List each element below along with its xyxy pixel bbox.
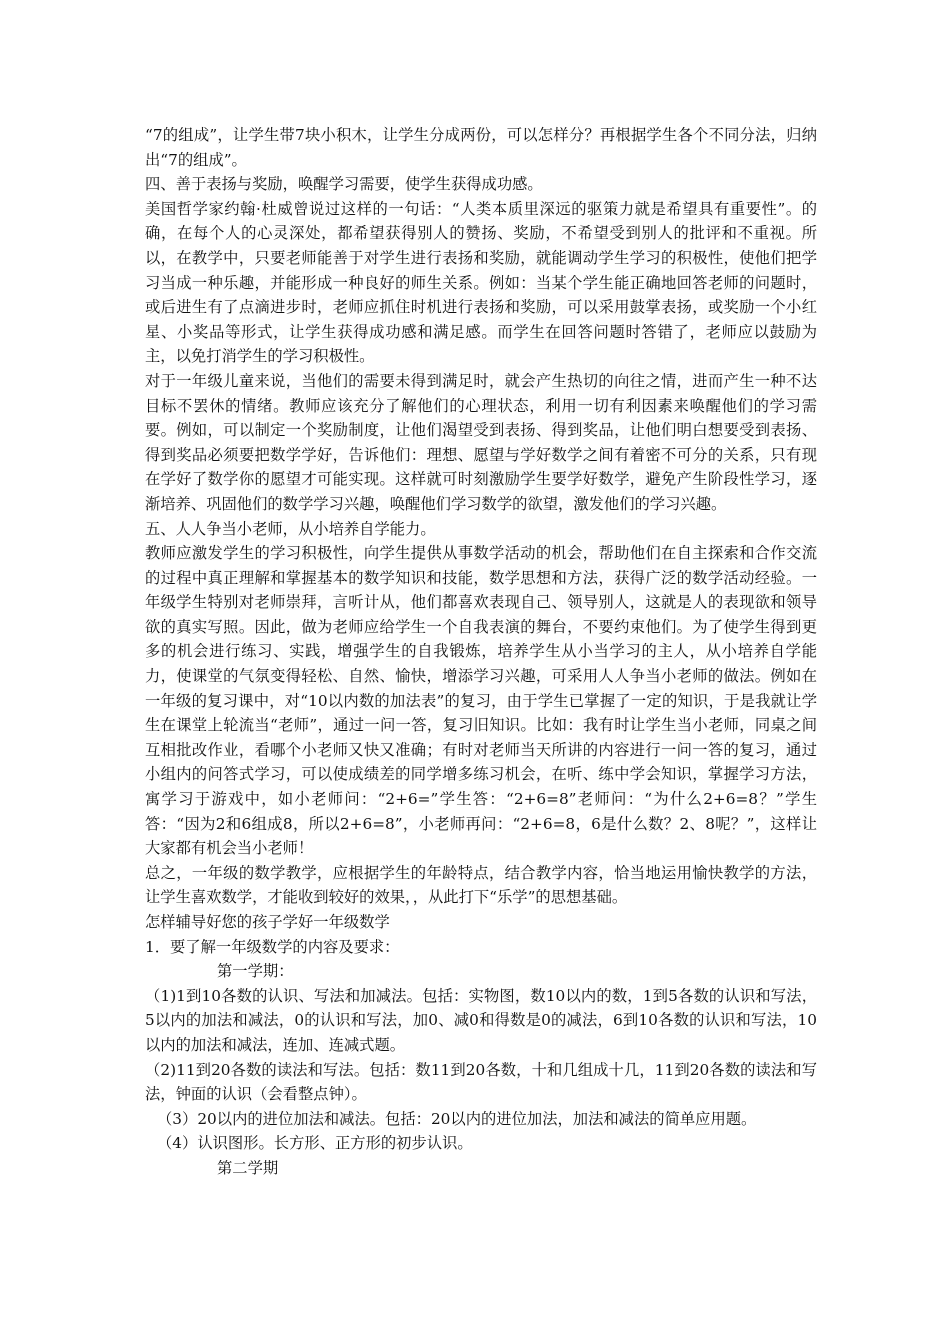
subheading-first-semester: 第一学期： bbox=[217, 962, 294, 981]
paragraph-first-grade-needs: 对于一年级儿童来说，当他们的需要未得到满足时，就会产生热切的向往之情，进而产生一种不达目标不罢休的情绪。教师应该充分了解他们的心理状态，利用一切有利因素来唤醒他们的学习需要。例如，可以制定一个奖励制度，让他们渴望受到表扬、得到奖品，让他们明白想要受到表扬、得到奖品必须要把数学学好，告诉他们：理想、愿望与学好数学之间有着密不可分的关系，只有现在学好了数学你的愿望才可能实现。这样就可时刻激励学生要学好数学，避免产生阶段性学习，逐渐培养、巩固他们的数学学习兴趣，唤醒他们学习数学的欲望，激发他们的学习兴趣。 bbox=[145, 371, 817, 513]
heading-section-five: 五、人人争当小老师，从小培养自学能力。 bbox=[145, 519, 436, 538]
paragraph-seven-composition: “7的组成”，让学生带7块小积木，让学生分成两份，可以怎样分？再根据学生各个不同分法，归纳出“7的组成”。 bbox=[145, 126, 817, 169]
paragraph-little-teacher: 教师应激发学生的学习积极性，向学生提供从事数学活动的机会，帮助他们在自主探索和合作交流的过程中真正理解和掌握基本的数学知识和技能，数学思想和方法，获得广泛的数学活动经验。一年级学生特别对老师崇拜，言听计从，他们都喜欢表现自己、领导别人，这就是人的表现欲和领导欲的真实写照。因此，做为老师应给学生一个自我表演的舞台，不要约束他们。为了使学生得到更多的机会进行练习、实践，增强学生的自我锻炼，培养学生从小当学习的主人，从小培养自学能力，使课堂的气氛变得轻松、自然、愉快，增添学习兴趣，可采用人人争当小老师的做法。例如在一年级的复习课中，对“10以内数的加法表”的复习，由于学生已掌握了一定的知识，于是我就让学生在课堂上轮流当“老师”，通过一问一答，复习旧知识。比如：我有时让学生当小老师，同桌之间互相批改作业，看哪个小老师又快又准确；有时对老师当天所讲的内容进行一问一答的复习，通过小组内的问答式学习，可以使成绩差的同学增多练习机会，在听、练中学会知识，掌握学习方法，寓学习于游戏中，如小老师问：“2+6=”学生答：“2+6=8”老师问：“为什么2+6=8？”学生答：“因为2和6组成8，所以2+6=8”，小老师再问：“2+6=8，6是什么数？2、8呢？”，这样让大家都有机会当小老师！ bbox=[145, 544, 817, 858]
paragraph-dewey-quote: 美国哲学家约翰·杜威曾说过这样的一句话：“人类本质里深远的驱策力就是希望具有重要性”。的确，在每个人的心灵深处，都希望获得别人的赞扬、奖励，不希望受到别人的批评和不重视。所以，在教学中，只要老师能善于对学生进行表扬和奖励，就能调动学生学习的积极性，使他们把学习当成一种乐趣，并能形成一种良好的师生关系。例如：当某个学生能正确地回答老师的问题时，或后进生有了点滴进步时，老师应抓住时机进行表扬和奖励，可以采用鼓掌表扬，或奖励一个小红星、小奖品等形式，让学生获得成功感和满足感。而学生在回答问题时答错了，老师应以鼓励为主，以免打消学生的学习积极性。 bbox=[145, 199, 817, 366]
heading-point-one: 1．要了解一年级数学的内容及要求： bbox=[145, 937, 400, 956]
list-item-three: （3）20以内的进位加法和减法。包括：20以内的进位加法，加法和减法的简单应用题。 bbox=[157, 1109, 757, 1128]
list-item-one: （1)1到10各数的认识、写法和加减法。包括：实物图，数10以内的数，1到5各数的认识和写法，5以内的加法和减法，0的认识和写法，加0、减0和得数是0的减法，6到10各数的认识和写法，10以内的加法和减法，连加、连减式题。 bbox=[145, 986, 817, 1054]
heading-section-four: 四、善于表扬与奖励，唤醒学习需要，使学生获得成功感。 bbox=[145, 175, 543, 194]
list-item-four: （4）认识图形。长方形、正方形的初步认识。 bbox=[157, 1134, 473, 1153]
paragraph-conclusion: 总之，一年级的数学教学，应根据学生的年龄特点，结合教学内容，恰当地运用愉快教学的方法，让学生喜欢数学，才能收到较好的效果，，从此打下“乐学”的思想基础。 bbox=[145, 863, 817, 907]
document-body bbox=[145, 123, 817, 1181]
heading-tutor-child: 怎样辅导好您的孩子学好一年级数学 bbox=[145, 913, 390, 931]
list-item-two: （2)11到20各数的读法和写法。包括：数11到20各数，十和几组成十几，11到20各数的读法和写法，钟面的认识（会看整点钟）。 bbox=[145, 1060, 817, 1104]
subheading-second-semester: 第二学期 bbox=[217, 1158, 279, 1177]
